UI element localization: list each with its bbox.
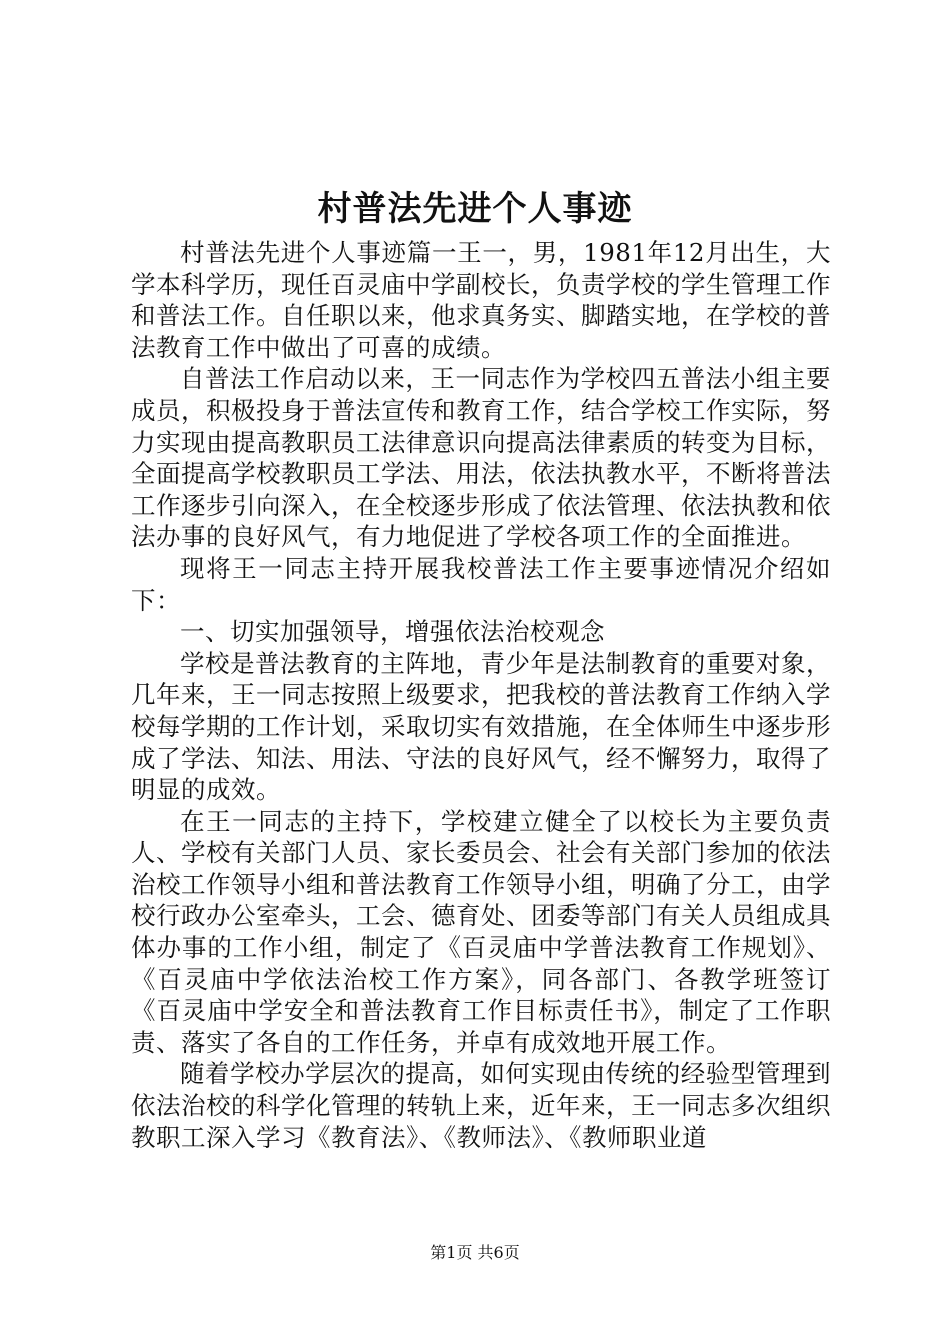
paragraph: 村普法先进个人事迹篇一王一，男，1981年12月出生，大学本科学历，现任百灵庙中学副校长，负责学校的学生管理工作和普法工作。自任职以来，他求真务实、脚踏实地，在学校的普法教育工作中做出了可喜的成绩。 [131,238,831,362]
paragraph: 学校是普法教育的主阵地，青少年是法制教育的重要对象，几年来，王一同志按照上级要求，把我校的普法教育工作纳入学校每学期的工作计划，采取切实有效措施，在全体师生中逐步形成了学法、知法、用法、守法的良好风气，经不懈努力，取得了明显的成效。 [131,648,831,805]
page-number-footer: 第1页 共6页 [430,1243,520,1262]
section-heading: 一、切实加强领导，增强依法治校观念 [180,617,605,647]
document-body [131,237,831,1153]
paragraph: 在王一同志的主持下，学校建立健全了以校长为主要负责人、学校有关部门人员、家长委员会、社会有关部门参加的依法治校工作领导小组和普法教育工作领导小组，明确了分工，由学校行政办公室牵头，工会、德育处、团委等部门有关人员组成具体办事的工作小组，制定了《百灵庙中学普法教育工作规划》、《百灵庙中学依法治校工作方案》，同各部门、各教学班签订《百灵庙中学安全和普法教育工作目标责任书》，制定了工作职责、落实了各自的工作任务，并卓有成效地开展工作。 [131,806,831,1057]
document-title: 村普法先进个人事迹 [317,189,633,229]
paragraph: 随着学校办学层次的提高，如何实现由传统的经验型管理到依法治校的科学化管理的转轨上来，近年来，王一同志多次组织教职工深入学习《教育法》、《教师法》、《教师职业道 [131,1059,831,1152]
paragraph: 现将王一同志主持开展我校普法工作主要事迹情况介绍如下： [131,553,831,615]
paragraph: 自普法工作启动以来，王一同志作为学校四五普法小组主要成员，积极投身于普法宣传和教育工作，结合学校工作实际，努力实现由提高教职员工法律意识向提高法律素质的转变为目标，全面提高学校教职员工学法、用法，依法执教水平，不断将普法工作逐步引向深入，在全校逐步形成了依法管理、依法执教和依法办事的良好风气，有力地促进了学校各项工作的全面推进。 [131,364,831,552]
